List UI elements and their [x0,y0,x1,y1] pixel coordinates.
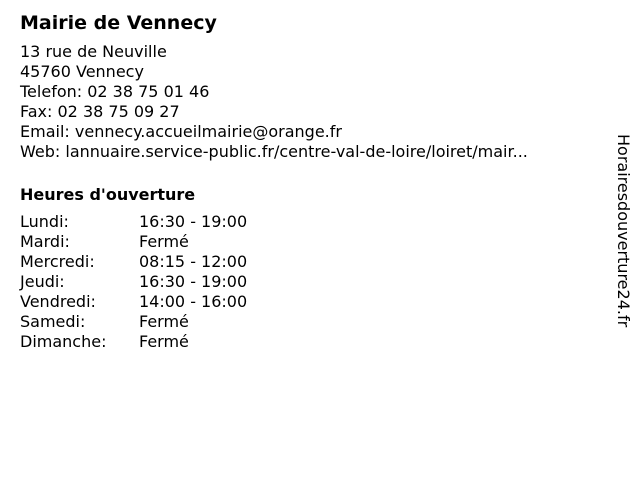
web-line [20,142,600,162]
opening-time: Fermé [139,332,189,351]
address-city: 45760 Vennecy [20,62,144,81]
hours-row [20,232,600,252]
hours-title: Heures d'ouverture [20,185,196,204]
hours-table [20,212,600,352]
web-label: Web: [20,142,61,161]
hours-row [20,212,600,232]
hours-row [20,252,600,272]
fax-number: 02 38 75 09 27 [57,102,180,121]
email-label: Email: [20,122,70,141]
opening-time: 14:00 - 16:00 [139,292,248,311]
opening-time: 16:30 - 19:00 [139,212,248,231]
phone-line [20,82,600,102]
day-label: Lundi: [20,212,69,231]
place-name: Mairie de Vennecy [20,12,217,34]
day-label: Mercredi: [20,252,95,271]
fax-line [20,102,600,122]
fax-label: Fax: [20,102,53,121]
address-street: 13 rue de Neuville [20,42,167,61]
hours-row [20,272,600,292]
day-label: Mardi: [20,232,70,251]
hours-row [20,292,600,312]
day-label: Jeudi: [20,272,65,291]
email-address[interactable]: vennecy.accueilmairie@orange.fr [74,122,342,141]
hours-row [20,312,600,332]
place-card [20,10,600,352]
opening-time: Fermé [139,232,189,251]
phone-number[interactable]: 02 38 75 01 46 [87,82,210,101]
opening-time: Fermé [139,312,189,331]
phone-label: Telefon: [20,82,83,101]
day-label: Vendredi: [20,292,96,311]
email-line [20,122,600,142]
opening-time: 16:30 - 19:00 [139,272,248,291]
hours-row [20,332,600,352]
opening-time: 08:15 - 12:00 [139,252,248,271]
site-brand: Horairesdouverture24.fr [614,134,633,328]
day-label: Dimanche: [20,332,107,351]
day-label: Samedi: [20,312,86,331]
web-link[interactable]: lannuaire.service-public.fr/centre-val-de-loire/loiret/mair... [65,142,528,161]
